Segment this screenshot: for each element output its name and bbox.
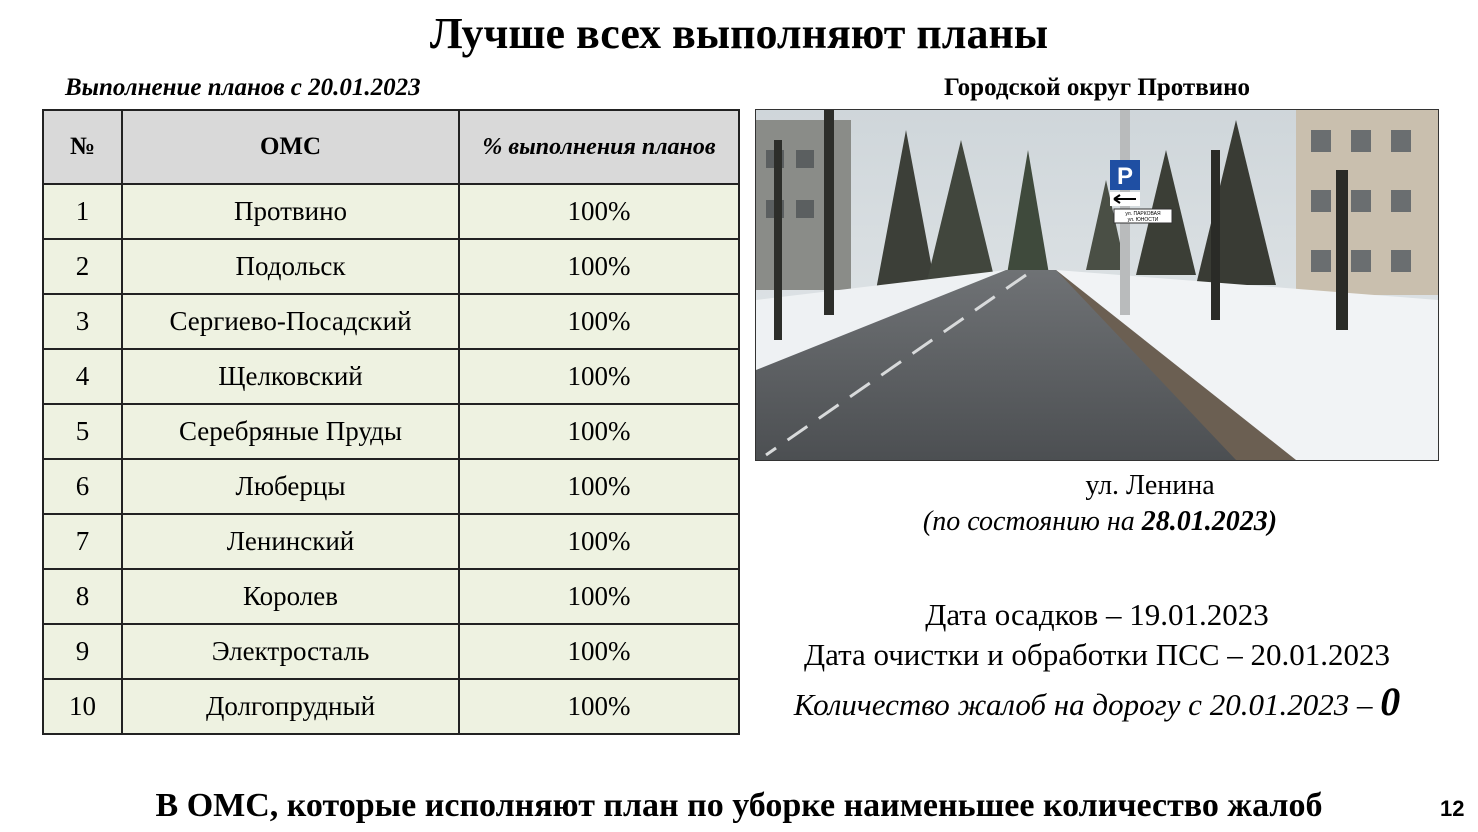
row-oms: Серебряные Пруды bbox=[122, 404, 459, 459]
photo-caption-status bbox=[850, 505, 1350, 539]
table-header-row bbox=[43, 110, 739, 184]
row-percent: 100% bbox=[459, 294, 739, 349]
header-oms: ОМС bbox=[122, 110, 459, 184]
row-number: 8 bbox=[43, 569, 122, 624]
row-percent: 100% bbox=[459, 624, 739, 679]
table-row bbox=[43, 239, 739, 294]
table-row bbox=[43, 404, 739, 459]
row-number: 5 bbox=[43, 404, 122, 459]
cleaning-date: Дата очистки и обработки ПСС – 20.01.2023 bbox=[803, 637, 1391, 672]
row-number: 10 bbox=[43, 679, 122, 734]
table-subtitle: Выполнение планов с 20.01.2023 bbox=[65, 74, 421, 101]
status-date: 28.01.2023) bbox=[1141, 506, 1278, 537]
row-percent: 100% bbox=[459, 184, 739, 239]
table-row bbox=[43, 349, 739, 404]
status-prefix: (по состоянию на bbox=[922, 506, 1142, 537]
row-oms: Долгопрудный bbox=[122, 679, 459, 734]
table-row bbox=[43, 679, 739, 734]
precipitation-date: Дата осадков – 19.01.2023 bbox=[925, 597, 1269, 632]
row-percent: 100% bbox=[459, 679, 739, 734]
row-oms: Электросталь bbox=[122, 624, 459, 679]
table-row bbox=[43, 514, 739, 569]
row-number: 1 bbox=[43, 184, 122, 239]
row-percent: 100% bbox=[459, 514, 739, 569]
table-body bbox=[43, 184, 739, 734]
row-number: 4 bbox=[43, 349, 122, 404]
row-oms: Подольск bbox=[122, 239, 459, 294]
row-oms: Люберцы bbox=[122, 459, 459, 514]
page-title: Лучше всех выполняют планы bbox=[429, 9, 1049, 58]
footer-conclusion: В ОМС, которые исполняют план по уборке наименьшее количество жалоб bbox=[155, 787, 1323, 824]
row-percent: 100% bbox=[459, 239, 739, 294]
table-row bbox=[43, 624, 739, 679]
street-sign-line1: ул. ПАРКОВАЯ bbox=[1125, 211, 1161, 217]
street-photo bbox=[755, 109, 1439, 461]
complaints-label: Количество жалоб на дорогу с 20.01.2023 – bbox=[793, 687, 1381, 722]
row-oms: Протвино bbox=[122, 184, 459, 239]
page-number: 12 bbox=[1440, 796, 1465, 821]
row-percent: 100% bbox=[459, 569, 739, 624]
table-row bbox=[43, 569, 739, 624]
row-percent: 100% bbox=[459, 349, 739, 404]
parking-sign-letter: P bbox=[1116, 163, 1134, 190]
row-percent: 100% bbox=[459, 404, 739, 459]
plans-table bbox=[42, 109, 740, 735]
row-oms: Королев bbox=[122, 569, 459, 624]
header-number: № bbox=[43, 110, 122, 184]
header-percent: % выполнения планов bbox=[459, 110, 739, 184]
table-row bbox=[43, 184, 739, 239]
street-sign-line2: ул. ЮНОСТИ bbox=[1127, 217, 1159, 223]
table-row bbox=[43, 459, 739, 514]
photo-subtitle: Городской округ Протвино bbox=[943, 74, 1251, 101]
complaints-count: 0 bbox=[1380, 679, 1401, 724]
row-number: 6 bbox=[43, 459, 122, 514]
row-number: 9 bbox=[43, 624, 122, 679]
complaints-count-line bbox=[756, 680, 1438, 727]
row-number: 3 bbox=[43, 294, 122, 349]
row-oms: Сергиево-Посадский bbox=[122, 294, 459, 349]
row-oms: Ленинский bbox=[122, 514, 459, 569]
row-number: 2 bbox=[43, 239, 122, 294]
table-row bbox=[43, 294, 739, 349]
row-percent: 100% bbox=[459, 459, 739, 514]
row-number: 7 bbox=[43, 514, 122, 569]
row-oms: Щелковский bbox=[122, 349, 459, 404]
photo-caption-street: ул. Ленина bbox=[1085, 470, 1215, 501]
